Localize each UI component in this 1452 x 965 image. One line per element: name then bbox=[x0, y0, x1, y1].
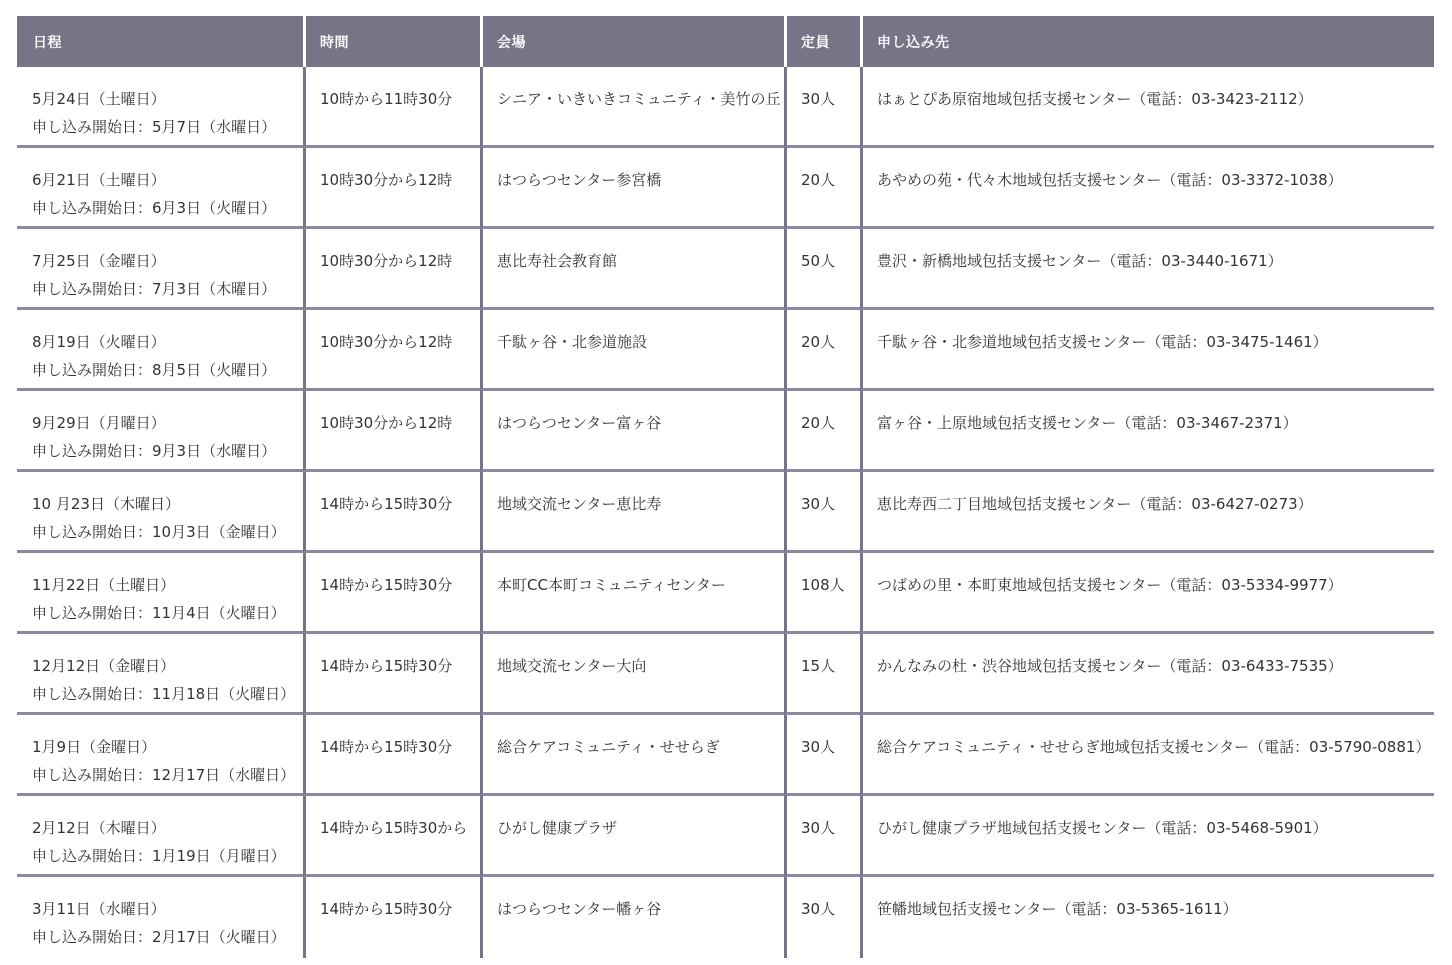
contact-cell: ひがし健康プラザ地域包括支援センター（電話：03-5468-5901） bbox=[860, 796, 1434, 877]
table-row bbox=[17, 310, 1434, 391]
event-date: 8月19日（火曜日） bbox=[32, 333, 166, 351]
event-date: 9月29日（月曜日） bbox=[32, 414, 166, 432]
table-row bbox=[17, 148, 1434, 229]
date-cell bbox=[17, 715, 303, 796]
time-cell: 14時から15時30分 bbox=[303, 634, 480, 715]
table-row bbox=[17, 715, 1434, 796]
contact-cell: 千駄ヶ谷・北参道地域包括支援センター（電話：03-3475-1461） bbox=[860, 310, 1434, 391]
event-date: 12月12日（金曜日） bbox=[32, 657, 176, 675]
table-row bbox=[17, 67, 1434, 148]
table-body bbox=[17, 67, 1434, 958]
venue-cell: 地域交流センター大向 bbox=[480, 634, 784, 715]
event-date: 11月22日（土曜日） bbox=[32, 576, 176, 594]
capacity-cell: 30人 bbox=[784, 67, 860, 148]
capacity-cell: 30人 bbox=[784, 877, 860, 958]
venue-cell: はつらつセンター富ヶ谷 bbox=[480, 391, 784, 472]
event-date: 3月11日（水曜日） bbox=[32, 900, 166, 918]
application-start-date: 申し込み開始日：8月5日（火曜日） bbox=[32, 361, 277, 379]
table-row bbox=[17, 391, 1434, 472]
time-cell: 14時から15時30分 bbox=[303, 553, 480, 634]
venue-cell: 恵比寿社会教育館 bbox=[480, 229, 784, 310]
date-cell bbox=[17, 634, 303, 715]
contact-cell: 富ヶ谷・上原地域包括支援センター（電話：03-3467-2371） bbox=[860, 391, 1434, 472]
event-date: 5月24日（土曜日） bbox=[32, 90, 166, 108]
date-cell bbox=[17, 877, 303, 958]
capacity-cell: 50人 bbox=[784, 229, 860, 310]
event-date: 2月12日（木曜日） bbox=[32, 819, 166, 837]
date-cell bbox=[17, 472, 303, 553]
table-row bbox=[17, 553, 1434, 634]
date-cell bbox=[17, 391, 303, 472]
time-cell: 14時から15時30分 bbox=[303, 715, 480, 796]
event-date: 7月25日（金曜日） bbox=[32, 252, 166, 270]
capacity-cell: 30人 bbox=[784, 796, 860, 877]
venue-cell: はつらつセンター参宮橋 bbox=[480, 148, 784, 229]
application-start-date: 申し込み開始日：7月3日（木曜日） bbox=[32, 280, 277, 298]
contact-cell: つばめの里・本町東地域包括支援センター（電話：03-5334-9977） bbox=[860, 553, 1434, 634]
header-date: 日程 bbox=[17, 16, 303, 67]
table-row bbox=[17, 229, 1434, 310]
capacity-cell: 20人 bbox=[784, 310, 860, 391]
header-capacity: 定員 bbox=[784, 16, 860, 67]
date-cell bbox=[17, 229, 303, 310]
header-contact: 申し込み先 bbox=[860, 16, 1434, 67]
table-row bbox=[17, 634, 1434, 715]
application-start-date: 申し込み開始日：1月19日（月曜日） bbox=[32, 847, 286, 865]
application-start-date: 申し込み開始日：9月3日（水曜日） bbox=[32, 442, 277, 460]
venue-cell: はつらつセンター幡ヶ谷 bbox=[480, 877, 784, 958]
time-cell: 10時から11時30分 bbox=[303, 67, 480, 148]
contact-cell: 恵比寿西二丁目地域包括支援センター（電話：03-6427-0273） bbox=[860, 472, 1434, 553]
event-date: 10 月23日（木曜日） bbox=[32, 495, 180, 513]
application-start-date: 申し込み開始日：11月18日（火曜日） bbox=[32, 685, 296, 703]
venue-cell: 地域交流センター恵比寿 bbox=[480, 472, 784, 553]
application-start-date: 申し込み開始日：11月4日（火曜日） bbox=[32, 604, 286, 622]
header-row bbox=[17, 16, 1434, 67]
contact-cell: はぁとぴあ原宿地域包括支援センター（電話：03-3423-2112） bbox=[860, 67, 1434, 148]
time-cell: 10時30分から12時 bbox=[303, 391, 480, 472]
venue-cell: 本町CC本町コミュニティセンター bbox=[480, 553, 784, 634]
event-date: 1月9日（金曜日） bbox=[32, 738, 157, 756]
capacity-cell: 20人 bbox=[784, 391, 860, 472]
application-start-date: 申し込み開始日：12月17日（水曜日） bbox=[32, 766, 296, 784]
contact-cell: あやめの苑・代々木地域包括支援センター（電話：03-3372-1038） bbox=[860, 148, 1434, 229]
application-start-date: 申し込み開始日：6月3日（火曜日） bbox=[32, 199, 277, 217]
schedule-table bbox=[17, 16, 1434, 958]
date-cell bbox=[17, 553, 303, 634]
date-cell bbox=[17, 67, 303, 148]
table-header bbox=[17, 16, 1434, 67]
capacity-cell: 15人 bbox=[784, 634, 860, 715]
date-cell bbox=[17, 796, 303, 877]
capacity-cell: 30人 bbox=[784, 715, 860, 796]
table-row bbox=[17, 796, 1434, 877]
time-cell: 14時から15時30分 bbox=[303, 877, 480, 958]
venue-cell: シニア・いきいきコミュニティ・美竹の丘 bbox=[480, 67, 784, 148]
header-venue: 会場 bbox=[480, 16, 784, 67]
application-start-date: 申し込み開始日：10月3日（金曜日） bbox=[32, 523, 286, 541]
contact-cell: 豊沢・新橋地域包括支援センター（電話：03-3440-1671） bbox=[860, 229, 1434, 310]
venue-cell: ひがし健康プラザ bbox=[480, 796, 784, 877]
venue-cell: 総合ケアコミュニティ・せせらぎ bbox=[480, 715, 784, 796]
venue-cell: 千駄ヶ谷・北参道施設 bbox=[480, 310, 784, 391]
contact-cell: 総合ケアコミュニティ・せせらぎ地域包括支援センター（電話：03-5790-0881） bbox=[860, 715, 1434, 796]
time-cell: 14時から15時30から bbox=[303, 796, 480, 877]
capacity-cell: 30人 bbox=[784, 472, 860, 553]
date-cell bbox=[17, 310, 303, 391]
time-cell: 10時30分から12時 bbox=[303, 310, 480, 391]
time-cell: 14時から15時30分 bbox=[303, 472, 480, 553]
contact-cell: 笹幡地域包括支援センター（電話：03-5365-1611） bbox=[860, 877, 1434, 958]
capacity-cell: 108人 bbox=[784, 553, 860, 634]
date-cell bbox=[17, 148, 303, 229]
table-row bbox=[17, 877, 1434, 958]
time-cell: 10時30分から12時 bbox=[303, 148, 480, 229]
table-row bbox=[17, 472, 1434, 553]
contact-cell: かんなみの杜・渋谷地域包括支援センター（電話：03-6433-7535） bbox=[860, 634, 1434, 715]
application-start-date: 申し込み開始日：2月17日（火曜日） bbox=[32, 928, 286, 946]
time-cell: 10時30分から12時 bbox=[303, 229, 480, 310]
application-start-date: 申し込み開始日：5月7日（水曜日） bbox=[32, 118, 277, 136]
event-date: 6月21日（土曜日） bbox=[32, 171, 166, 189]
capacity-cell: 20人 bbox=[784, 148, 860, 229]
header-time: 時間 bbox=[303, 16, 480, 67]
